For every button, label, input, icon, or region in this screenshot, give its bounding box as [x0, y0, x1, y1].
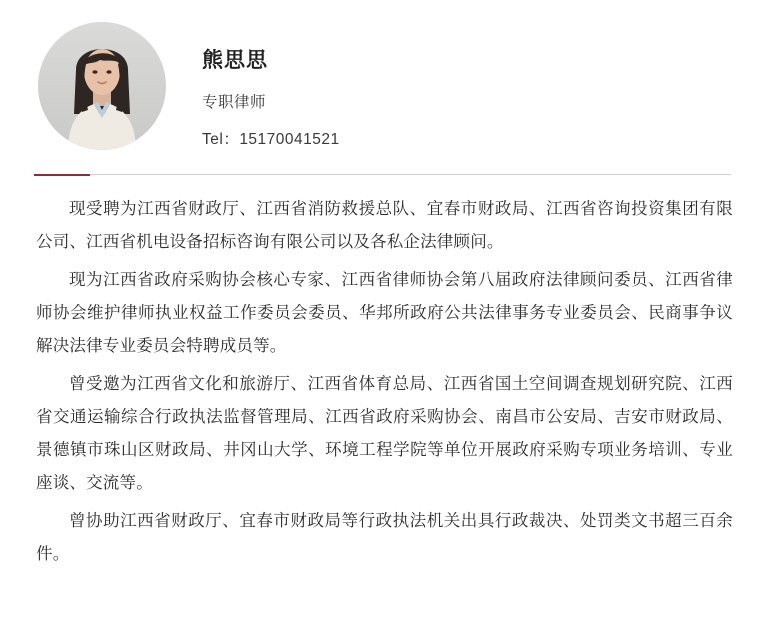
paragraph: 曾协助江西省财政厅、宜春市财政局等行政执法机关出具行政裁决、处罚类文书超三百余件。: [36, 512, 733, 563]
paragraph: 现受聘为江西省财政厅、江西省消防救援总队、宜春市财政局、江西省咨询投资集团有限公司、江西省机电设备招标咨询有限公司以及各私企法律顾问。: [36, 200, 733, 251]
paragraph: 曾受邀为江西省文化和旅游厅、江西省体育总局、江西省国土空间调查规划研究院、江西省交通运输综合行政执法监督管理局、江西省政府采购协会、南昌市公安局、吉安市财政局、景德镇市珠山区财政局、井冈山大学、环境工程学院等单位开展政府采购专项业务培训、专业座谈、交流等。: [36, 375, 733, 492]
avatar: [38, 22, 166, 150]
profile-telephone: Tel：15170041521: [202, 131, 340, 149]
section-divider: [34, 174, 731, 175]
biography-text: [36, 193, 733, 571]
profile-header: [18, 22, 747, 150]
profile-role: 专职律师: [202, 94, 267, 112]
portrait-photo-icon: [38, 22, 166, 150]
paragraph: 现为江西省政府采购协会核心专家、江西省律师协会第八届政府法律顾问委员、江西省律师协会维护律师执业权益工作委员会委员、华邦所政府公共法律事务专业委员会、民商事争议解决法律专业委员会特聘成员等。: [36, 271, 733, 355]
profile-info: [202, 22, 340, 149]
profile-name: 熊思思: [202, 49, 268, 72]
